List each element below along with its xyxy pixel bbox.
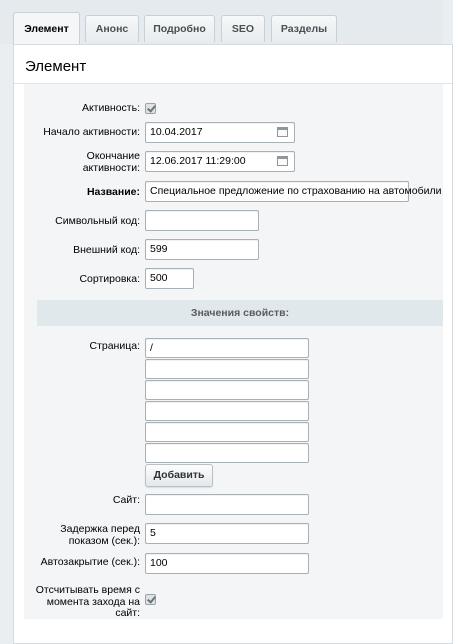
properties-section-header: Значения свойств:: [37, 300, 443, 326]
add-button[interactable]: Добавить: [145, 464, 213, 487]
site-field[interactable]: [145, 494, 309, 515]
active-from-field[interactable]: [145, 122, 295, 143]
active-from-value: 10.04.2017: [150, 126, 203, 138]
page-field-2[interactable]: [145, 359, 309, 379]
active-to-label-line2: активности:: [82, 162, 140, 174]
delay-field[interactable]: 5: [145, 523, 309, 544]
tab-seo[interactable]: SEO: [221, 15, 265, 42]
name-field[interactable]: Специальное предложение по страхованию на автомобили: [145, 181, 409, 202]
tab-bar: [0, 0, 443, 44]
tab-details[interactable]: Подробно: [144, 15, 215, 42]
external-code-field[interactable]: 599: [145, 239, 259, 260]
sort-label: Сортировка:: [79, 273, 140, 285]
page-field-1[interactable]: /: [145, 338, 309, 358]
tab-announce[interactable]: Анонс: [85, 15, 139, 42]
count-time-checkbox[interactable]: [145, 594, 156, 605]
page-field-4[interactable]: [145, 401, 309, 421]
panel-title: Элемент: [25, 58, 87, 75]
count-time-label-line1: Отсчитывать время с: [35, 584, 140, 596]
delay-label-line1: Задержка перед: [60, 523, 140, 535]
page-field-3[interactable]: [145, 380, 309, 400]
calendar-icon[interactable]: [277, 156, 288, 166]
code-label: Символьный код:: [55, 215, 140, 227]
autoclose-label: Автозакрытие (сек.):: [40, 556, 140, 568]
active-to-value: 12.06.2017 11:29:00: [150, 155, 246, 167]
autoclose-field[interactable]: 100: [145, 553, 309, 574]
active-checkbox[interactable]: [145, 103, 156, 114]
sort-field[interactable]: 500: [145, 268, 194, 289]
active-from-label: Начало активности:: [43, 126, 140, 138]
count-time-label-line3: сайт:: [115, 607, 140, 619]
page-label: Страница:: [89, 340, 140, 352]
site-label: Сайт:: [112, 494, 140, 506]
external-code-label: Внешний код:: [73, 244, 140, 256]
active-to-label-line1: Окончание: [86, 150, 140, 162]
page-field-5[interactable]: [145, 422, 309, 442]
tab-sections[interactable]: Разделы: [271, 15, 337, 42]
count-time-label-line2: момента захода на: [46, 596, 140, 608]
delay-label-line2: показом (сек.):: [68, 535, 140, 547]
active-label: Активность:: [81, 102, 140, 114]
name-label: Название:: [86, 186, 140, 198]
page-field-6[interactable]: [145, 443, 309, 463]
active-to-field[interactable]: [145, 151, 295, 172]
calendar-icon[interactable]: [277, 127, 288, 137]
code-field[interactable]: [145, 210, 259, 231]
tab-element[interactable]: Элемент: [13, 12, 80, 45]
